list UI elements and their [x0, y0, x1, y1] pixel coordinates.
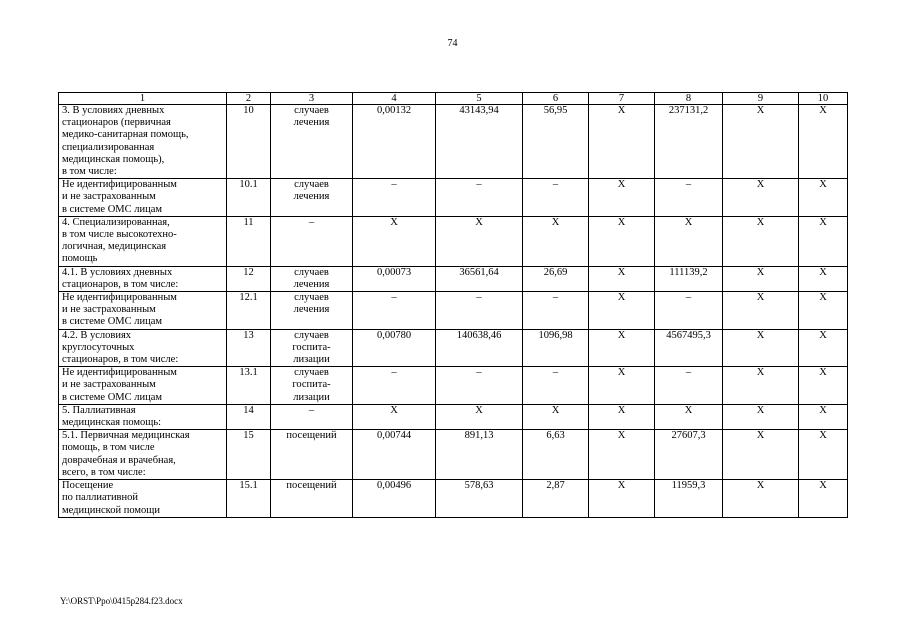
- row-label-line: стационаров (первичная: [62, 117, 171, 129]
- table-cell: 12.1: [227, 292, 271, 330]
- table-cell: 6,63: [523, 430, 589, 480]
- table-row: [59, 329, 848, 367]
- table-cell: –: [655, 367, 723, 405]
- table-cell: –: [353, 292, 436, 330]
- table-row: [59, 292, 848, 330]
- table-cell: 36561,64: [436, 266, 523, 291]
- row-label-line: и не застрахованным: [62, 191, 156, 203]
- table-cell: 0,00496: [353, 480, 436, 518]
- table-cell: 140638,46: [436, 329, 523, 367]
- column-header: 6: [523, 93, 589, 105]
- table-row: [59, 367, 848, 405]
- table-cell: X: [589, 480, 655, 518]
- column-header: 4: [353, 93, 436, 105]
- table-row: [59, 404, 848, 429]
- row-label-cell: [59, 404, 227, 429]
- row-label-line: в системе ОМС лицам: [62, 316, 163, 328]
- table-cell: посещений: [271, 430, 353, 480]
- table-cell: X: [589, 292, 655, 330]
- row-label-line: медицинская помощь),: [62, 153, 165, 165]
- table-row: [59, 430, 848, 480]
- table-cell: X: [655, 404, 723, 429]
- row-label-cell: [59, 367, 227, 405]
- table-cell: X: [723, 480, 799, 518]
- row-label-line: медицинской помощи: [62, 504, 160, 516]
- row-label-line: Посещение: [62, 480, 114, 492]
- table-cell: случаев лечения: [271, 292, 353, 330]
- table-cell: X: [723, 266, 799, 291]
- table-cell: –: [655, 179, 723, 217]
- table-cell: 43143,94: [436, 105, 523, 179]
- row-label-cell: [59, 105, 227, 179]
- row-label-cell: [59, 292, 227, 330]
- table-cell: 10.1: [227, 179, 271, 217]
- table-cell: X: [436, 404, 523, 429]
- row-label-line: 5. Паллиативная: [62, 404, 136, 416]
- row-label-cell: [59, 430, 227, 480]
- table-cell: 1096,98: [523, 329, 589, 367]
- table-cell: –: [353, 367, 436, 405]
- table-cell: –: [655, 292, 723, 330]
- table-cell: X: [589, 266, 655, 291]
- table-cell: X: [799, 105, 848, 179]
- row-label-cell: [59, 480, 227, 518]
- table-cell: X: [799, 404, 848, 429]
- table-cell: X: [589, 216, 655, 266]
- table-cell: X: [799, 329, 848, 367]
- row-label-line: по паллиативной: [62, 492, 139, 504]
- column-header: 9: [723, 93, 799, 105]
- row-label-line: стационаров, в том числе:: [62, 354, 179, 366]
- column-header: 2: [227, 93, 271, 105]
- table-cell: –: [523, 292, 589, 330]
- table-cell: 0,00073: [353, 266, 436, 291]
- row-label-line: в системе ОМС лицам: [62, 203, 163, 215]
- table-cell: 4567495,3: [655, 329, 723, 367]
- table-cell: –: [436, 179, 523, 217]
- column-header: 8: [655, 93, 723, 105]
- table-cell: X: [799, 367, 848, 405]
- table-header-row: [59, 93, 848, 105]
- row-label-line: 3. В условиях дневных: [62, 105, 165, 116]
- table-cell: X: [436, 216, 523, 266]
- table-cell: X: [523, 216, 589, 266]
- table-cell: 578,63: [436, 480, 523, 518]
- table-cell: X: [589, 329, 655, 367]
- row-label-line: в том числе:: [62, 166, 117, 178]
- column-header: 3: [271, 93, 353, 105]
- column-header: 5: [436, 93, 523, 105]
- table-cell: –: [271, 404, 353, 429]
- row-label-cell: [59, 266, 227, 291]
- table-cell: –: [353, 179, 436, 217]
- row-label-line: всего, в том числе:: [62, 466, 146, 478]
- table-cell: X: [799, 430, 848, 480]
- table-cell: 14: [227, 404, 271, 429]
- row-label-line: Не идентифицированным: [62, 179, 177, 191]
- table-cell: 2,87: [523, 480, 589, 518]
- table-cell: 237131,2: [655, 105, 723, 179]
- table-cell: X: [589, 367, 655, 405]
- file-path-footer: Y:\ORST\Ppo\0415p284.f23.docx: [60, 596, 183, 606]
- table-row: [59, 480, 848, 518]
- column-header: 7: [589, 93, 655, 105]
- table-cell: X: [353, 404, 436, 429]
- table-cell: случаев госпита- лизации: [271, 329, 353, 367]
- table-cell: X: [723, 430, 799, 480]
- table-cell: 11: [227, 216, 271, 266]
- table-cell: X: [799, 179, 848, 217]
- table-cell: 15.1: [227, 480, 271, 518]
- table-cell: X: [723, 292, 799, 330]
- table-cell: X: [799, 216, 848, 266]
- table-row: [59, 216, 848, 266]
- table-cell: X: [589, 430, 655, 480]
- row-label-line: 5.1. Первичная медицинская: [62, 430, 190, 442]
- table-cell: –: [271, 216, 353, 266]
- table-cell: X: [353, 216, 436, 266]
- row-label-line: стационаров, в том числе:: [62, 278, 179, 290]
- table-cell: 0,00132: [353, 105, 436, 179]
- table-cell: 12: [227, 266, 271, 291]
- row-label-line: специализированная: [62, 141, 155, 153]
- table-cell: случаев госпита- лизации: [271, 367, 353, 405]
- table-cell: X: [799, 266, 848, 291]
- table-cell: X: [523, 404, 589, 429]
- table-cell: X: [589, 404, 655, 429]
- table-cell: –: [436, 292, 523, 330]
- row-label-cell: [59, 179, 227, 217]
- row-label-line: Не идентифицированным: [62, 292, 177, 304]
- table-cell: 27607,3: [655, 430, 723, 480]
- table-cell: X: [723, 367, 799, 405]
- row-label-line: 4. Специализированная,: [62, 216, 170, 228]
- table-cell: X: [723, 105, 799, 179]
- table-cell: –: [436, 367, 523, 405]
- row-label-cell: [59, 216, 227, 266]
- page-number: 74: [447, 38, 458, 49]
- table-cell: X: [589, 179, 655, 217]
- row-label-line: помощь: [62, 253, 98, 265]
- table-cell: X: [723, 404, 799, 429]
- table-cell: 11959,3: [655, 480, 723, 518]
- table-row: [59, 179, 848, 217]
- table-cell: X: [589, 105, 655, 179]
- row-label-line: 4.2. В условиях: [62, 329, 132, 341]
- table-row: [59, 266, 848, 291]
- row-label-line: в системе ОМС лицам: [62, 391, 163, 403]
- row-label-line: доврачебная и врачебная,: [62, 454, 176, 466]
- row-label-cell: [59, 329, 227, 367]
- data-table: [58, 92, 848, 518]
- table-row: [59, 105, 848, 179]
- table-cell: 111139,2: [655, 266, 723, 291]
- table-cell: X: [655, 216, 723, 266]
- table-cell: случаев лечения: [271, 266, 353, 291]
- row-label-line: 4.1. В условиях дневных: [62, 266, 173, 278]
- column-header: 1: [59, 93, 227, 105]
- table-cell: 0,00744: [353, 430, 436, 480]
- table-cell: X: [723, 216, 799, 266]
- row-label-line: медико-санитарная помощь,: [62, 129, 189, 141]
- table-cell: 15: [227, 430, 271, 480]
- table-cell: X: [723, 329, 799, 367]
- row-label-line: логичная, медицинская: [62, 241, 167, 253]
- table-cell: 56,95: [523, 105, 589, 179]
- table-cell: 0,00780: [353, 329, 436, 367]
- table-cell: 13: [227, 329, 271, 367]
- row-label-line: Не идентифицированным: [62, 367, 177, 379]
- table-cell: X: [799, 480, 848, 518]
- row-label-line: помощь, в том числе: [62, 442, 155, 454]
- row-label-line: и не застрахованным: [62, 379, 156, 391]
- table-cell: случаев лечения: [271, 179, 353, 217]
- table-cell: 26,69: [523, 266, 589, 291]
- table-cell: X: [723, 179, 799, 217]
- column-header: 10: [799, 93, 848, 105]
- row-label-line: круглосуточных: [62, 341, 135, 353]
- table-cell: –: [523, 367, 589, 405]
- table-cell: –: [523, 179, 589, 217]
- row-label-line: в том числе высокотехно-: [62, 229, 177, 241]
- table-cell: X: [799, 292, 848, 330]
- table-cell: посещений: [271, 480, 353, 518]
- table-cell: 10: [227, 105, 271, 179]
- row-label-line: и не застрахованным: [62, 304, 156, 316]
- table-cell: случаев лечения: [271, 105, 353, 179]
- table-cell: 891,13: [436, 430, 523, 480]
- row-label-line: медицинская помощь:: [62, 417, 162, 429]
- table-cell: 13.1: [227, 367, 271, 405]
